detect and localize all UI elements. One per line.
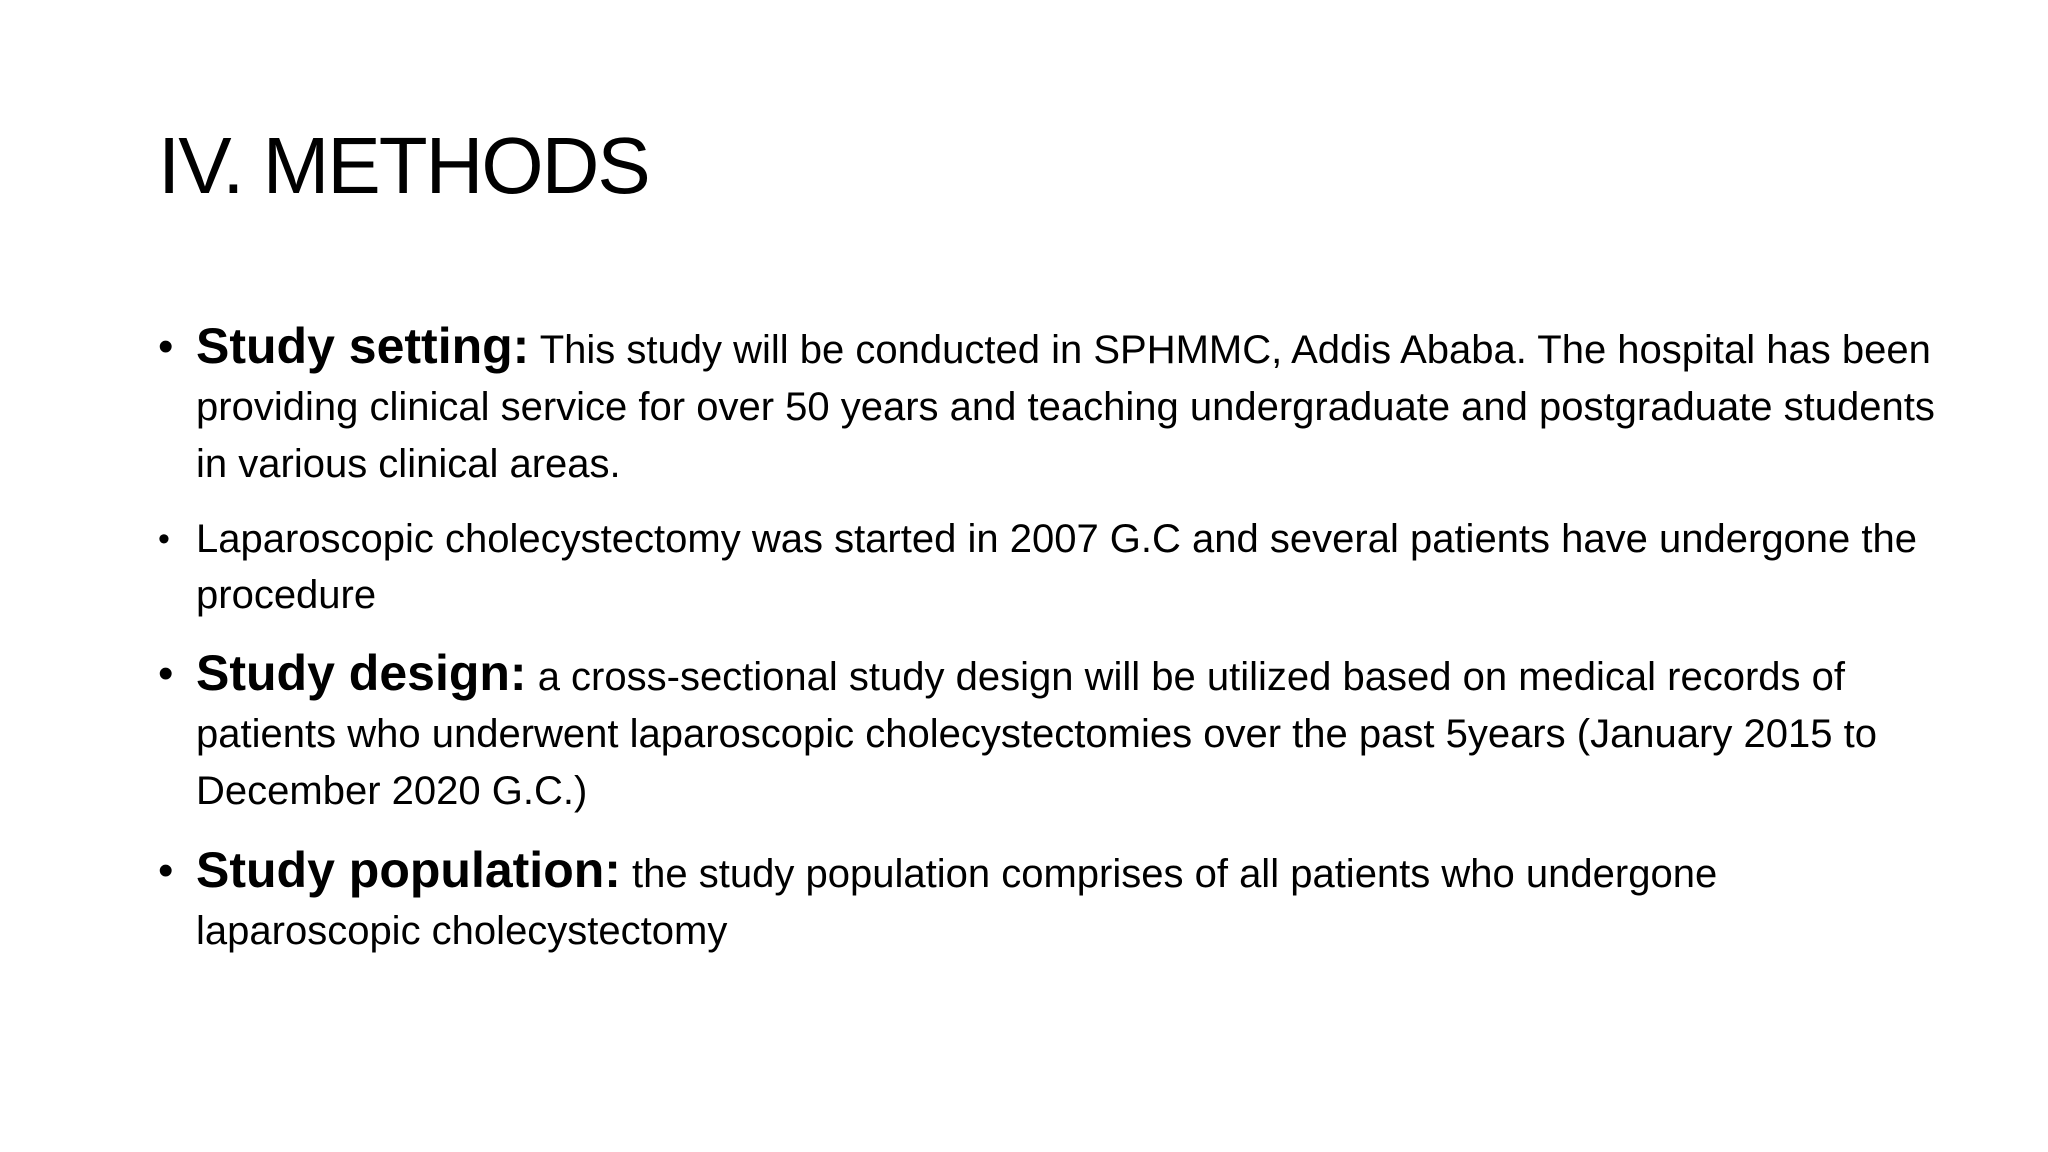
bullet-term: Study population: [196,842,621,898]
bullet-term: Study setting: [196,318,530,374]
bullet-dot-icon: • [158,322,174,371]
bullet-text: This study will be conducted in SPHMMC, Addis Ababa. The hospital has been providing clinical service for over 50 years and teaching undergraduate and postgraduate students in various clinical areas. [196,328,1935,486]
bullet-dot-icon: • [158,520,170,558]
slide-title: IV. METHODS [158,121,649,210]
bullet-text: a cross-sectional study design will be utilized based on medical records of patients who underwent laparoscopic cholecystectomies over the past 5years (January 2015 to December 2020 G.C.) [196,655,1877,813]
bullet-list [158,318,1938,960]
bullet-term: Study design: [196,645,527,701]
bullet-dot-icon: • [158,846,174,895]
bullet-laparoscopic-history [158,511,1938,623]
bullet-text: Laparoscopic cholecystectomy was started in 2007 G.C and several patients have undergone the procedure [196,517,1918,617]
bullet-study-setting [158,318,1938,493]
bullet-study-design [158,645,1938,820]
bullet-study-population [158,842,1938,960]
bullet-text: the study population comprises of all patients who undergone laparoscopic cholecystectomy [196,852,1718,953]
bullet-dot-icon: • [158,649,174,698]
